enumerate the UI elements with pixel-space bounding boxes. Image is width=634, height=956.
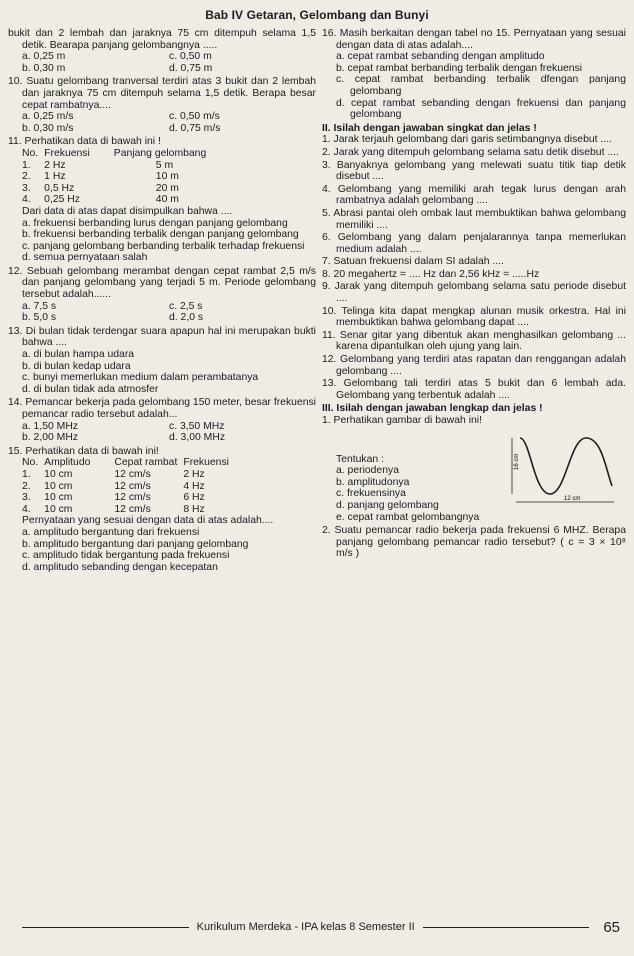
short-answer-item: 1. Jarak terjauh gelombang dari garis setimbangnya disebut .... [322, 134, 612, 146]
table-row [22, 194, 212, 206]
question-followup: Dari data di atas dapat disimpulkan bahwa .... [22, 205, 233, 217]
table-cell: 1. [22, 468, 31, 480]
table-header: No. [22, 457, 39, 469]
page-title: Bab IV Getaran, Gelombang dan Bunyi [205, 8, 429, 22]
short-answer-item: 12. Gelombang yang terdiri atas rapatan dan renggangan adalah gelombang .... [322, 354, 626, 377]
table-cell: 6 Hz [183, 492, 205, 504]
option[interactable]: c. 0,50 m [169, 51, 212, 63]
question-9 [8, 28, 316, 74]
table-cell: 3. [22, 182, 31, 194]
table-header: Frekuensi [183, 457, 229, 469]
table-cell: 2. [22, 171, 31, 183]
table-cell: 5 m [155, 159, 174, 171]
short-answer-item: 5. Abrasi pantai oleh ombak laut membuktikan bahwa gelombang memiliki .... [322, 207, 626, 231]
footer-rule [423, 927, 590, 928]
table-row [22, 492, 235, 504]
question-12 [8, 266, 316, 324]
essay-figure-row [322, 428, 626, 524]
table-header: Panjang gelombang [113, 147, 207, 159]
table-cell: 1. [22, 159, 31, 171]
options [8, 218, 316, 264]
option[interactable]: b. di bulan kedap udara [22, 360, 131, 372]
question-stem: 12. Sebuah gelombang merambat dengan cepat rambat 2,5 m/s dan panjang gelombang yang terjadi 5 m. Periode gelombang tersebut adalah...... [8, 265, 316, 301]
table-cell: 2 Hz [183, 468, 205, 480]
table-cell: 1 Hz [44, 171, 66, 183]
option[interactable]: b. 0,30 m [22, 62, 66, 74]
options [8, 349, 316, 395]
question-15 [8, 446, 316, 574]
section-heading: II. Isilah dengan jawaban singkat dan jelas ! [322, 122, 537, 134]
option[interactable]: b. 0,30 m/s [22, 122, 74, 134]
option[interactable]: d. amplitudo sebanding dengan kecepatan [22, 561, 218, 573]
right-column [322, 28, 626, 561]
short-answer-item: 3. Banyaknya gelombang yang melewati suatu titik tiap detik disebut .... [322, 159, 626, 183]
table-cell: 12 cm/s [114, 480, 151, 492]
question-14 [8, 397, 316, 443]
table-header: Cepat rambat [114, 457, 178, 469]
wave-curve [520, 438, 612, 494]
option[interactable]: d. cepat rambat sebanding dengan frekuensi dan panjang gelombang [336, 97, 626, 121]
option[interactable]: c. panjang gelombang berbanding terbalik terhadap frekuensi [22, 240, 305, 252]
footer-text: Kurikulum Merdeka - IPA kelas 8 Semester II [196, 921, 415, 933]
table-cell: 4. [22, 194, 31, 206]
short-answer-item: 8. 20 megahertz = .... Hz dan 2,56 kHz = .....Hz [322, 268, 540, 280]
table-header: No. [22, 147, 39, 159]
question-stem: 13. Di bulan tidak terdengar suara apapun hal ini merupakan bukti bahwa .... [8, 325, 316, 349]
essay-subitem: d. panjang gelombang [336, 499, 439, 511]
option[interactable]: a. di bulan hampa udara [22, 349, 135, 361]
table-cell: 12 cm/s [114, 503, 151, 515]
options [8, 421, 316, 444]
table-cell: 12 cm/s [114, 468, 151, 480]
options [8, 111, 316, 134]
essay-prompt: Tentukan : [336, 453, 384, 465]
question-stem: 14. Pemancar bekerja pada gelombang 150 meter, besar frekuensi pemancar radio tersebut adalah... [8, 397, 316, 420]
short-answer-item: 4. Gelombang yang memiliki arah tegak lurus dengan arah rambatnya adalah gelombang .... [322, 183, 626, 207]
question-16 [322, 28, 626, 121]
question-stem: bukit dan 2 lembah dan jaraknya 75 cm ditempuh selama 1,5 detik. Bearapa panjang gelombangnya ..... [8, 28, 316, 51]
section-heading: III. Isilah dengan jawaban lengkap dan jelas ! [322, 403, 543, 415]
wave-diagram [508, 430, 626, 508]
table-header: Frekuensi [44, 147, 90, 159]
table-cell: 2. [22, 480, 31, 492]
option[interactable]: b. 2,00 MHz [22, 432, 79, 444]
short-answer-item: 9. Jarak yang ditempuh gelombang selama satu periode disebut .... [322, 281, 626, 305]
short-answer-item: 10. Telinga kita dapat mengkap alunan musik orkestra. Hal ini membuktikan bahwa gelombang dapat .... [322, 305, 626, 329]
table-cell: 4 Hz [183, 480, 205, 492]
short-answer-item: 7. Satuan frekuensi dalam SI adalah .... [322, 256, 504, 268]
table-cell: 0,25 Hz [44, 194, 80, 206]
question-stem: 15. Perhatikan data di bawah ini! [8, 445, 159, 457]
footer-rule [22, 927, 189, 928]
option[interactable]: a. amplitudo bergantung dari frekuensi [22, 526, 200, 538]
table-row [22, 504, 235, 516]
option[interactable]: c. bunyi memerlukan medium dalam perambatanya [22, 372, 259, 384]
options [8, 51, 316, 74]
table-row [22, 160, 212, 172]
option[interactable]: a. frekuensi berbanding lurus dengan panjang gelombang [22, 217, 288, 229]
essay-subitems [322, 428, 479, 524]
short-answer-item: 2. Jarak yang ditempuh gelombang selama satu detik disebut .... [322, 146, 619, 158]
option[interactable]: c. 0,50 m/s [169, 111, 220, 123]
table-cell: 10 m [155, 171, 179, 183]
table-row [22, 171, 212, 183]
options [8, 301, 316, 324]
option[interactable]: d. 0,75 m/s [169, 122, 221, 134]
table-cell: 20 m [155, 182, 179, 194]
question-11 [8, 136, 316, 264]
table-cell: 0,5 Hz [44, 182, 75, 194]
option[interactable]: d. 2,0 s [169, 312, 204, 324]
table-cell: 3. [22, 492, 31, 504]
table-cell: 40 m [155, 194, 179, 206]
data-table [22, 148, 212, 206]
option[interactable]: c. amplitudo tidak bergantung pada frekuensi [22, 550, 230, 562]
option[interactable]: d. semua pernyataan salah [22, 252, 148, 264]
table-row [22, 481, 235, 493]
short-answer-item: 13. Gelombang tali terdiri atas 5 bukit dan 6 lembah ada. Gelombang yang terbentuk adalah .... [322, 378, 626, 401]
option[interactable]: a. 0,25 m/s [22, 111, 74, 123]
table-cell: 10 cm [44, 468, 73, 480]
options [322, 51, 626, 121]
option[interactable]: a. 7,5 s [22, 300, 57, 312]
wave-length-label: 12 cm [564, 495, 581, 502]
short-answer-list [322, 134, 626, 401]
table-row [22, 183, 212, 195]
option[interactable]: c. cepat rambat berbanding terbalik dfengan panjang gelombang [336, 74, 626, 97]
option[interactable]: b. 5,0 s [22, 312, 57, 324]
table-cell: 2 Hz [44, 159, 66, 171]
essay-item: 1. Perhatikan gambar di bawah ini! [322, 415, 482, 426]
data-table [22, 457, 235, 515]
option[interactable]: d. 0,75 m [169, 62, 213, 74]
essay-subitem: c. frekuensinya [336, 488, 406, 500]
table-cell: 8 Hz [183, 503, 205, 515]
table-row [22, 469, 235, 481]
wave-height-label: 16 cm [514, 453, 520, 470]
left-column [8, 28, 316, 575]
option[interactable]: c. 3,50 MHz [169, 420, 225, 432]
short-answer-item: 6. Gelombang yang dalam penjalarannya tanpa memerlukan medium adalah .... [322, 232, 626, 255]
table-cell: 4. [22, 503, 31, 515]
page-footer [14, 919, 621, 936]
option[interactable]: b. frekuensi berbanding terbalik dengan panjang gelombang [22, 229, 299, 241]
option[interactable]: a. 0,25 m [22, 51, 66, 63]
option[interactable]: c. 2,5 s [169, 300, 203, 312]
options [8, 527, 316, 573]
essay-item: 2. Suatu pemancar radio bekerja pada frekuensi 6 MHZ. Berapa panjang gelombang pemancar radio tersebut? ( c = 3 × 10⁸ m/s ) [322, 525, 626, 560]
question-10 [8, 76, 316, 134]
table-cell: 10 cm [44, 480, 73, 492]
option[interactable]: b. cepat rambat berbanding terbalik dengan frekuensi [336, 62, 583, 74]
essay-list [322, 415, 626, 560]
essay-subitem: a. periodenya [336, 465, 399, 477]
option[interactable]: a. cepat rambat sebanding dengan amplitudo [336, 51, 545, 63]
question-followup: Pernyataan yang sesuai dengan data di atas adalah.... [22, 515, 274, 527]
question-13 [8, 326, 316, 396]
page-number: 65 [603, 919, 621, 936]
table-cell: 12 cm/s [114, 492, 151, 504]
option[interactable]: a. 1,50 MHz [22, 420, 79, 432]
option[interactable]: d. 3,00 MHz [169, 432, 226, 444]
question-stem: 10. Suatu gelombang tranversal terdiri atas 3 bukit dan 2 lembah dan jaraknya 75 cm ditempuh selama 1,5 detik. Berapa besar cepat rambatnya.... [8, 76, 316, 111]
short-answer-item: 11. Senar gitar yang dibentuk akan menghasilkan gelombang ... karena dipantulkan oleh ujung yang lain. [322, 329, 626, 353]
table-header: Amplitudo [44, 457, 91, 469]
question-stem: 16. Masih berkaitan dengan tabel no 15. Pernyataan yang sesuai dengan data di atas adalah.... [322, 28, 626, 51]
table-cell: 10 cm [44, 492, 73, 504]
option[interactable]: b. amplitudo bergantung dari panjang gelombang [22, 538, 249, 550]
question-stem: 11. Perhatikan data di bawah ini ! [8, 136, 161, 148]
essay-subitem: e. cepat rambat gelombangnya [336, 511, 480, 523]
table-cell: 10 cm [44, 503, 73, 515]
option[interactable]: d. di bulan tidak ada atmosfer [22, 383, 159, 395]
essay-subitem: b. amplitudonya [336, 476, 410, 488]
